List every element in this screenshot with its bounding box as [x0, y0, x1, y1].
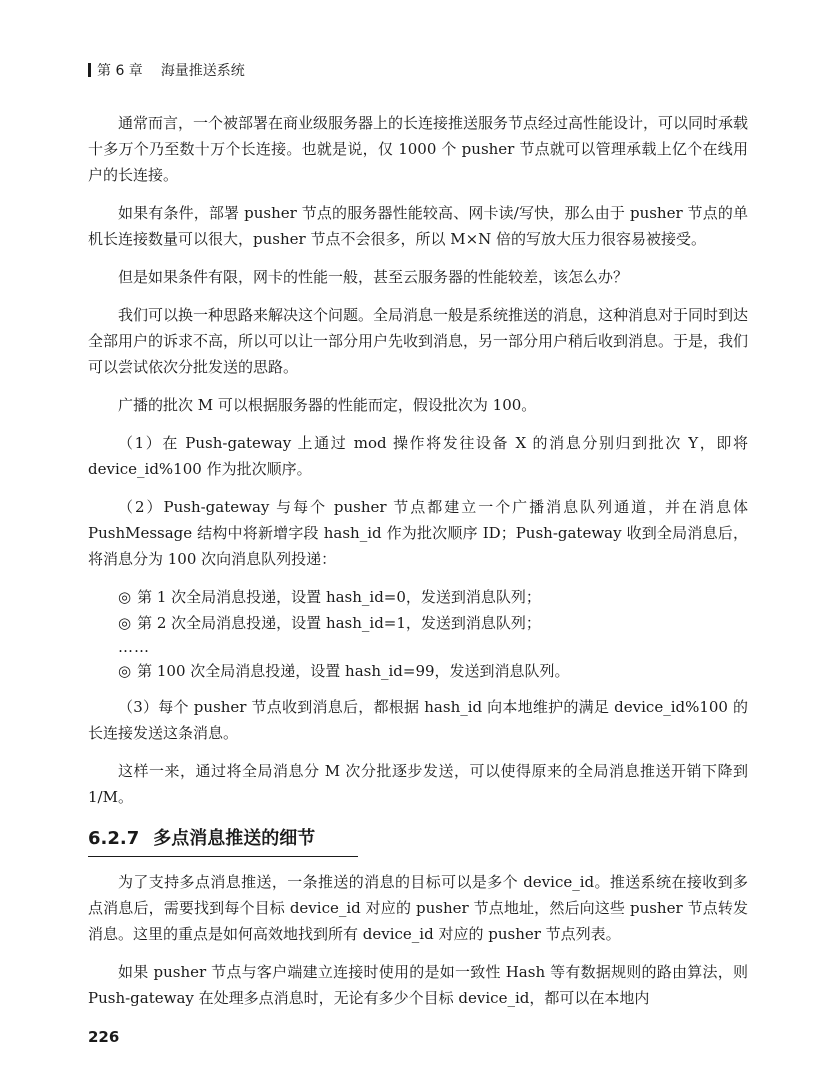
list-item: [88, 658, 748, 684]
section-heading: [88, 826, 358, 857]
paragraph: 如果 pusher 节点与客户端建立连接时使用的是如一致性 Hash 等有数据规则的路由算法，则 Push-gateway 在处理多点消息时，无论有多少个目标 device_id，都可以在本地内: [88, 963, 748, 1007]
chapter-label: 第 6 章: [97, 63, 143, 79]
bullet-marker: ◎: [118, 662, 132, 680]
section-number: 6.2.7: [88, 828, 140, 849]
list-ellipsis: ……: [118, 638, 150, 656]
paragraph: （1）在 Push-gateway 上通过 mod 操作将发往设备 X 的消息分别归到批次 Y，即将 device_id%100 作为批次顺序。: [88, 434, 748, 478]
header-bar: [88, 63, 91, 77]
running-header: [88, 60, 245, 80]
chapter-title: 海量推送系统: [160, 63, 245, 79]
bullet-marker: ◎: [118, 588, 132, 606]
page-body: [88, 110, 748, 1023]
bullet-list: [88, 584, 748, 684]
list-item-text: 第 1 次全局消息投递，设置 hash_id=0，发送到消息队列；: [137, 588, 541, 606]
list-item-text: 第 100 次全局消息投递，设置 hash_id=99，发送到消息队列。: [137, 662, 570, 680]
paragraph: 但是如果条件有限，网卡的性能一般，甚至云服务器的性能较差，该怎么办？: [118, 268, 629, 286]
list-item: [88, 610, 748, 636]
paragraph: 广播的批次 M 可以根据服务器的性能而定，假设批次为 100。: [118, 396, 537, 414]
paragraph: （3）每个 pusher 节点收到消息后，都根据 hash_id 向本地维护的满足 device_id%100 的长连接发送这条消息。: [88, 698, 748, 742]
bullet-marker: ◎: [118, 614, 132, 632]
section-title: 多点消息推送的细节: [153, 828, 316, 849]
list-item-text: 第 2 次全局消息投递，设置 hash_id=1，发送到消息队列；: [137, 614, 541, 632]
paragraph: （2）Push-gateway 与每个 pusher 节点都建立一个广播消息队列通道，并在消息体 PushMessage 结构中将新增字段 hash_id 作为批次顺序 ID；Push-gateway 收到全局消息后，将消息分为 100 次向消息队列投递：: [88, 498, 748, 568]
page-number: 226: [88, 1028, 120, 1046]
list-item: [88, 584, 748, 610]
paragraph: 我们可以换一种思路来解决这个问题。全局消息一般是系统推送的消息，这种消息对于同时到达全部用户的诉求不高，所以可以让一部分用户先收到消息，另一部分用户稍后收到消息。于是，我们可以尝试依次分批发送的思路。: [88, 306, 749, 376]
paragraph: 如果有条件，部署 pusher 节点的服务器性能较高、网卡读/写快，那么由于 pusher 节点的单机长连接数量可以很大，pusher 节点不会很多，所以 M×N 倍的写放大压力很容易被接受。: [88, 204, 748, 248]
paragraph: 为了支持多点消息推送，一条推送的消息的目标可以是多个 device_id。推送系统在接收到多点消息后，需要找到每个目标 device_id 对应的 pusher 节点地址，然后向这些 pusher 节点转发消息。这里的重点是如何高效地找到所有 device_id 对应的 pusher 节点列表。: [88, 873, 748, 943]
paragraph: 这样一来，通过将全局消息分 M 次分批逐步发送，可以使得原来的全局消息推送开销下降到 1/M。: [88, 762, 748, 806]
paragraph: 通常而言，一个被部署在商业级服务器上的长连接推送服务节点经过高性能设计，可以同时承载十多万个乃至数十万个长连接。也就是说，仅 1000 个 pusher 节点就可以管理承载上亿个在线用户的长连接。: [88, 114, 749, 184]
